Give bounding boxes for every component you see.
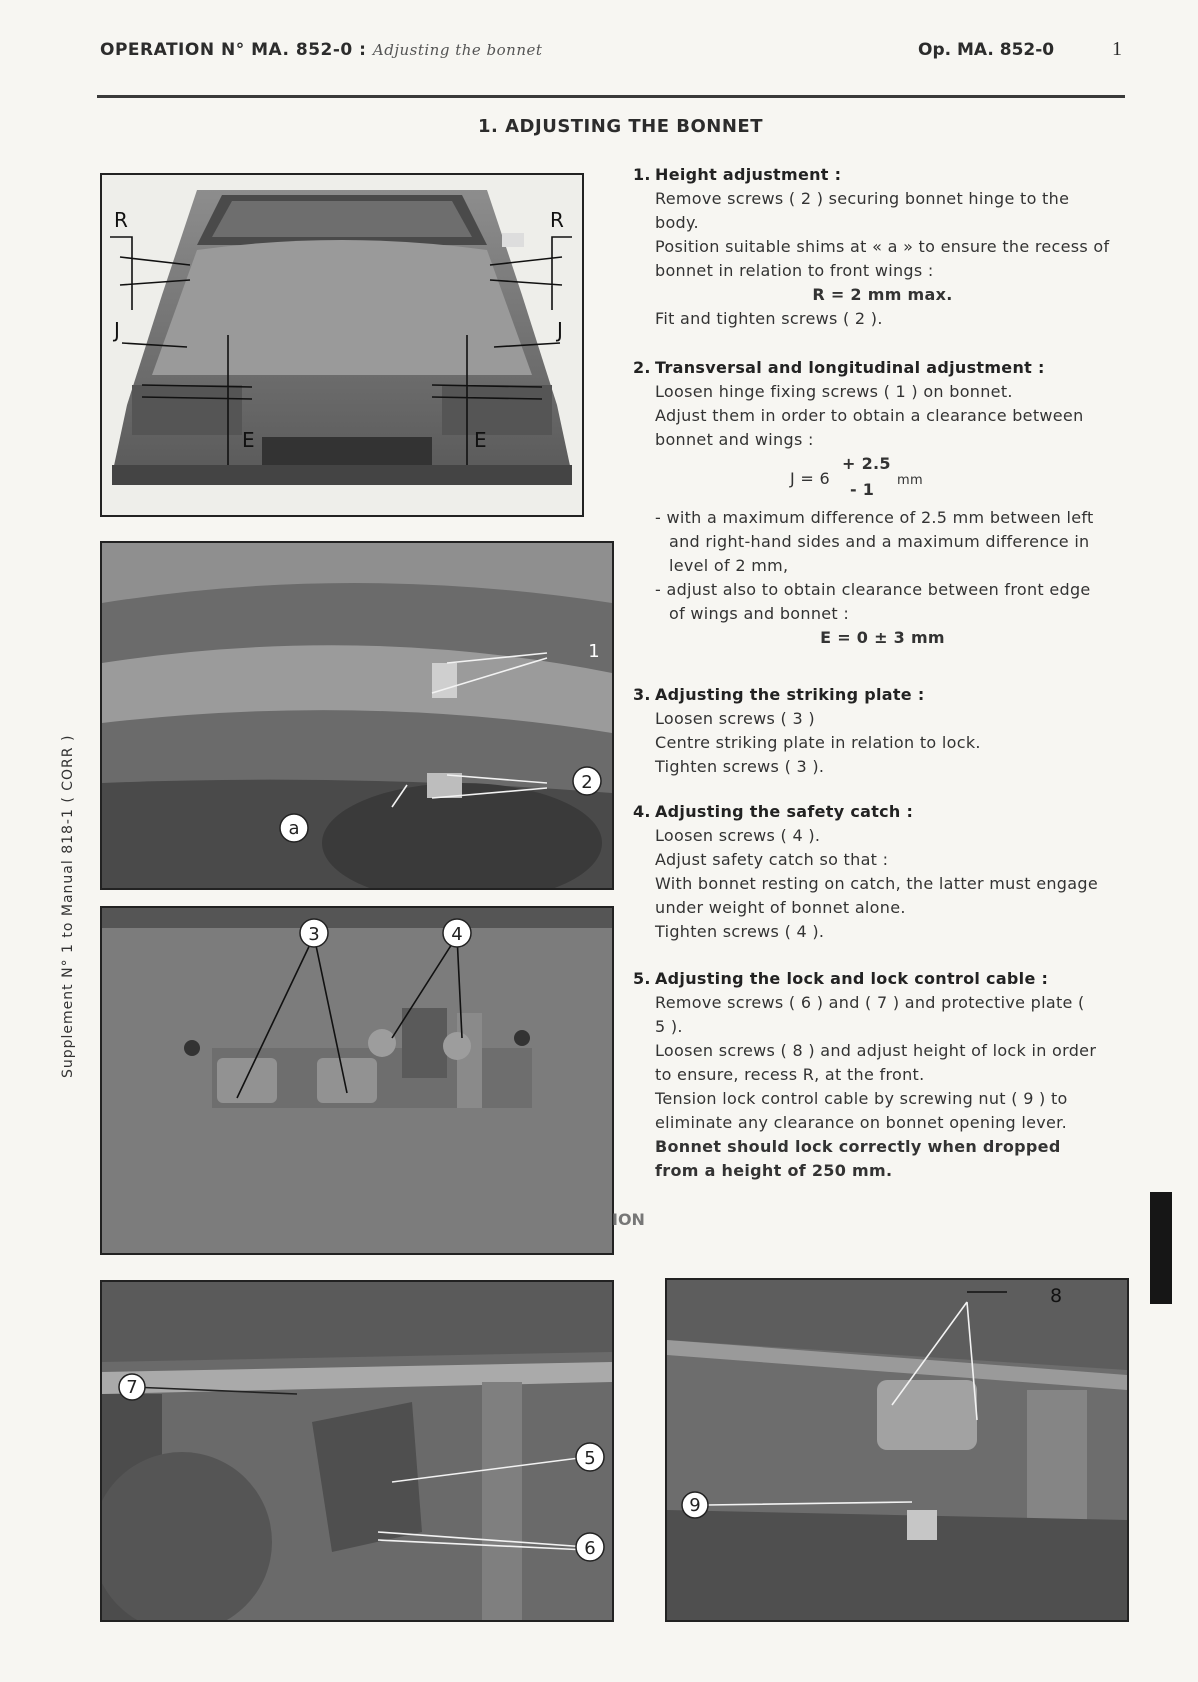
section-safety-catch xyxy=(633,800,1125,944)
s2-formula-j xyxy=(655,452,1110,506)
j-plus: + 2.5 xyxy=(842,454,891,473)
label-j-left: J xyxy=(114,318,120,342)
label-e-right: E xyxy=(474,428,487,452)
figure-hinge xyxy=(100,541,614,890)
callout-5: 5 xyxy=(584,1448,596,1469)
s4-line-4: Tighten screws ( 4 ). xyxy=(655,922,825,941)
thumb-tab xyxy=(1150,1192,1172,1304)
section-height-adjustment xyxy=(633,163,1110,331)
section-lock-cable xyxy=(633,967,1100,1183)
s1-formula: R = 2 mm max. xyxy=(812,285,953,304)
s1-line-3: Fit and tighten screws ( 2 ). xyxy=(655,309,883,328)
section-heading: 3. Adjusting the striking plate : xyxy=(633,685,925,704)
s3-line-3: Tighten screws ( 3 ). xyxy=(655,757,825,776)
section-heading: 2. Transversal and longitudinal adjustment : xyxy=(633,358,1045,377)
section-heading: 1. Height adjustment : xyxy=(633,165,842,184)
s4-line-1: Loosen screws ( 4 ). xyxy=(655,826,821,845)
j-unit: mm xyxy=(897,473,923,488)
s2-bullet-2: - adjust also to obtain clearance between front edge of wings and bonnet : xyxy=(655,580,1091,623)
section-transversal-adjustment xyxy=(633,356,1110,650)
s5-line-2: Loosen screws ( 8 ) and adjust height of lock in order to ensure, recess R, at the front. xyxy=(655,1041,1097,1084)
s4-line-3: With bonnet resting on catch, the latter must engage under weight of bonnet alone. xyxy=(655,874,1098,917)
label-r-left: R xyxy=(114,208,128,232)
s4-line-2: Adjust safety catch so that : xyxy=(655,850,889,869)
callout-9: 9 xyxy=(689,1495,701,1516)
header-rule xyxy=(97,95,1125,98)
label-r-right: R xyxy=(550,208,564,232)
callout-1: 1 xyxy=(588,641,600,662)
page-title: 1. ADJUSTING THE BONNET xyxy=(478,116,763,137)
header-operation xyxy=(100,40,542,60)
figure-catch xyxy=(100,906,614,1255)
s2-bullet-1: - with a maximum difference of 2.5 mm between left and right-hand sides and a maximum difference in level of 2 mm, xyxy=(655,508,1094,575)
s1-line-2: Position suitable shims at « a » to ensure the recess of bonnet in relation to front wings : xyxy=(655,237,1110,280)
s2-line-1: Loosen hinge fixing screws ( 1 ) on bonnet. xyxy=(655,382,1013,401)
figure-lock-left xyxy=(100,1280,614,1622)
s3-line-1: Loosen screws ( 3 ) xyxy=(655,709,815,728)
label-e-left: E xyxy=(242,428,255,452)
callout-6: 6 xyxy=(584,1538,596,1559)
operation-subtitle: Adjusting the bonnet xyxy=(372,41,543,59)
section-heading: 4. Adjusting the safety catch : xyxy=(633,802,914,821)
s2-line-2: Adjust them in order to obtain a clearance between bonnet and wings : xyxy=(655,406,1084,449)
watermark: ION xyxy=(612,1210,645,1229)
section-heading: 5. Adjusting the lock and lock control cable : xyxy=(633,969,1049,988)
callout-4: 4 xyxy=(451,924,463,945)
s1-line-1: Remove screws ( 2 ) securing bonnet hinge to the body. xyxy=(655,189,1070,232)
s2-formula-e: E = 0 ± 3 mm xyxy=(820,628,945,647)
label-j-right: J xyxy=(557,318,563,342)
callout-3: 3 xyxy=(308,924,320,945)
figure-lock-right xyxy=(665,1278,1129,1622)
j-base: J = 6 xyxy=(790,469,830,488)
page-number: 1 xyxy=(1112,38,1122,60)
side-label: Supplement N° 1 to Manual 818-1 ( CORR ) xyxy=(60,734,76,1078)
s5-line-3: Tension lock control cable by screwing nut ( 9 ) to eliminate any clearance on bonnet opening lever. xyxy=(655,1089,1068,1132)
callout-a: a xyxy=(288,818,300,839)
figure-car-front xyxy=(100,173,584,517)
callout-2: 2 xyxy=(581,772,593,793)
callout-7: 7 xyxy=(126,1377,138,1398)
j-minus: - 1 xyxy=(850,480,875,499)
section-striking-plate xyxy=(633,683,1125,779)
s5-line-1: Remove screws ( 6 ) and ( 7 ) and protective plate ( 5 ). xyxy=(655,993,1085,1036)
s3-line-2: Centre striking plate in relation to lock. xyxy=(655,733,981,752)
operation-reference: Op. MA. 852-0 xyxy=(918,40,1055,60)
callout-8: 8 xyxy=(1050,1285,1063,1307)
s5-line-4: Bonnet should lock correctly when dropped from a height of 250 mm. xyxy=(655,1137,1061,1180)
operation-number: OPERATION N° MA. 852-0 : xyxy=(100,40,367,60)
